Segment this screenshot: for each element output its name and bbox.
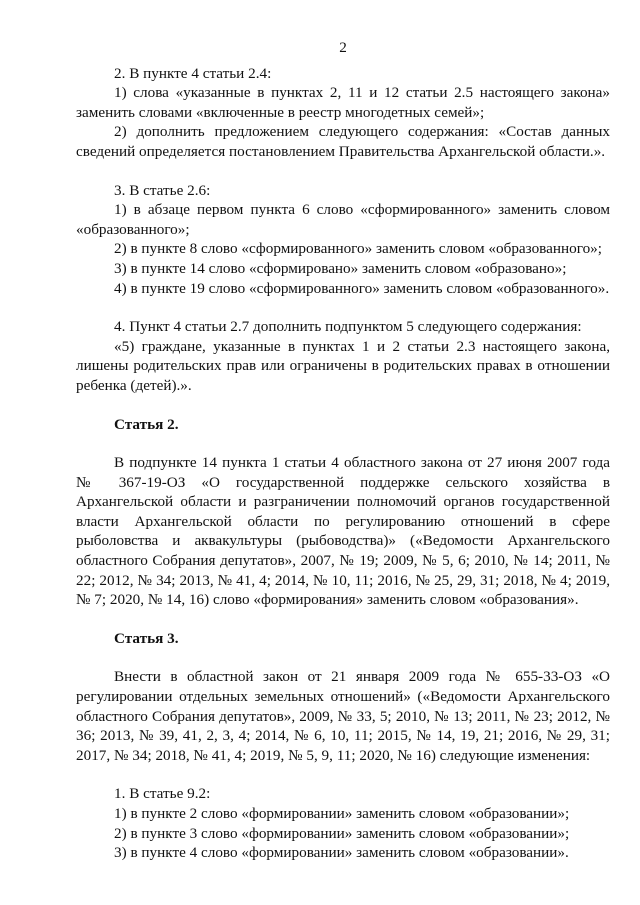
article3-text: Внести в областной закон от 21 января 2009 года № 655-33-ОЗ «О регулировании отдельных земельных отношений» («Ведомости Архангельского областного Собрания депутатов», 2009, № 33, 5; 2010, № 13; 2011, № 23; 2012, № 36; 2013, № 39, 41, 2, 3, 4; 2014, № 6, 10, 11; 2015, № 14, 19, 21; 2016, № 29, 31; 2017, № 34; 2018, № 41, 4; 2019, № 5, 9, 11; 2020, № 16) следующие изменения: (76, 668, 610, 764)
item3-sub1: 1) в абзаце первом пункта 6 слово «сформированного» заменить словом «образованного»; (76, 201, 610, 238)
item2-sub2: 2) дополнить предложением следующего содержания: «Состав данных сведений определяется постановлением Правительства Архангельской области.». (76, 123, 610, 160)
article3-item1-heading: 1. В статье 9.2: (114, 785, 211, 803)
item2-sub1: 1) слова «указанные в пунктах 2, 11 и 12 статьи 2.5 настоящего закона» заменить словами «включенные в реестр многодетных семей»; (76, 84, 610, 121)
article3-title: Статья 3. (114, 629, 179, 647)
item4-sub5: «5) граждане, указанные в пунктах 1 и 2 статьи 2.3 настоящего закона, лишены родительских прав или ограничены в родительских правах в отношении ребенка (детей).». (76, 337, 610, 394)
article2-title: Статья 2. (114, 415, 179, 433)
item3-sub2: 2) в пункте 8 слово «сформированного» заменить словом «образованного»; (114, 240, 602, 258)
item3-sub3: 3) в пункте 14 слово «сформировано» заменить словом «образовано»; (114, 259, 567, 277)
page-number: 2 (339, 39, 347, 56)
article2-text: В подпункте 14 пункта 1 статьи 4 областного закона от 27 июня 2007 года № 367-19-ОЗ «О государственной поддержке сельского хозяйства в Архангельской области и разграничении полномочий органов государственной власти Архангельской области по регулированию отношений в сфере рыболовства и аквакультуры (рыбоводства)» («Ведомости Архангельского областного Собрания депутатов», 2007, № 19; 2009, № 5, 6; 2010, № 14; 2011, № 22; 2012, № 34; 2013, № 41, 4; 2014, № 10, 11; 2016, № 25, 29, 31; 2018, № 4; 2019, № 7; 2020, № 14, 16) слово «формирования» заменить словом «образования». (76, 454, 610, 609)
item3-heading: 3. В статье 2.6: (114, 181, 211, 199)
item4-heading: 4. Пункт 4 статьи 2.7 дополнить подпунктом 5 следующего содержания: (114, 318, 582, 336)
item3-sub4: 4) в пункте 19 слово «сформированного» заменить словом «образованного». (114, 279, 610, 297)
item2-heading: 2. В пункте 4 статьи 2.4: (114, 64, 272, 82)
article3-item1-sub3: 3) в пункте 4 слово «формировании» заменить словом «образовании». (114, 844, 569, 862)
article3-item1-sub2: 2) в пункте 3 слово «формировании» заменить словом «образовании»; (114, 824, 570, 842)
article3-item1-sub1: 1) в пункте 2 слово «формировании» заменить словом «образовании»; (114, 805, 570, 822)
